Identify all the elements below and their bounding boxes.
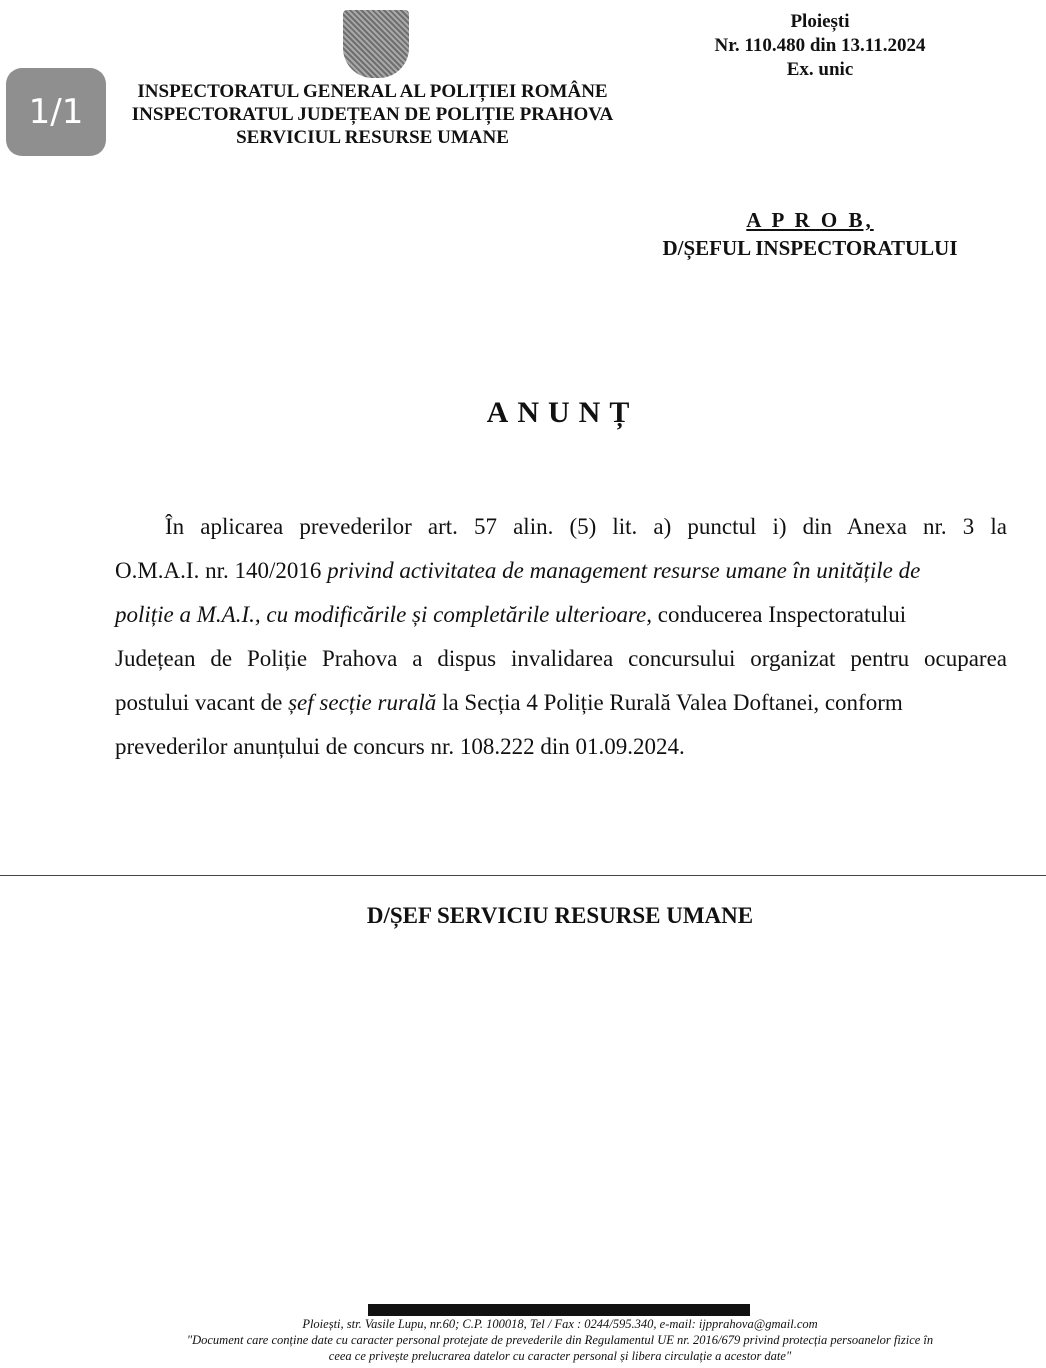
- approval-block: [600, 206, 1020, 262]
- italic-text: șef secție rurală: [288, 690, 437, 715]
- body-line: [115, 505, 1007, 549]
- text: conducerea Inspectoratului: [652, 602, 907, 627]
- approval-role: D/ȘEFUL INSPECTORATULUI: [662, 236, 958, 260]
- text: O.M.A.I. nr. 140/2016: [115, 558, 328, 583]
- page-indicator: 1/1: [6, 68, 106, 156]
- footer-gdpr: ceea ce privește prelucrarea datelor cu caracter personal și libera circulație a acestor date": [328, 1349, 792, 1363]
- text: În aplicarea prevederilor art. 57 alin. (5) lit. a) punctul i) din Anexa nr. 3 la: [165, 514, 1007, 539]
- footer: [100, 1316, 1020, 1364]
- signature-role: D/ȘEF SERVICIU RESURSE UMANE: [366, 903, 754, 928]
- body-line: [115, 549, 1007, 593]
- body-line: [115, 725, 1007, 769]
- institution-header: [100, 80, 645, 149]
- text: la Secția 4 Poliție Rurală Valea Doftanei, conform: [436, 690, 903, 715]
- footer-address: Ploiești, str. Vasile Lupu, nr.60; C.P. 100018, Tel / Fax : 0244/595.340, e-mail: ijpprahova@gmail.com: [302, 1317, 818, 1331]
- text: prevederilor anunțului de concurs nr. 108.222 din 01.09.2024.: [115, 734, 685, 759]
- italic-text: poliție a M.A.I., cu modificările și completările ulterioare,: [115, 602, 652, 627]
- body-line: [115, 681, 1007, 725]
- registration-number: Nr. 110.480 din 13.11.2024: [714, 35, 926, 56]
- body-line: [115, 637, 1007, 681]
- body-line: [115, 593, 1007, 637]
- footer-gdpr: "Document care conține date cu caracter personal protejate de prevederile din Regulamentul UE nr. 2016/679 privind protecția persoanelor fizice în: [186, 1333, 934, 1347]
- divider: [0, 875, 1046, 876]
- header-line: INSPECTORATUL GENERAL AL POLIȚIEI ROMÂNE: [137, 81, 608, 102]
- announcement-body: [115, 505, 1007, 769]
- text: postului vacant de: [115, 690, 289, 715]
- header-line: SERVICIUL RESURSE UMANE: [236, 127, 509, 148]
- italic-text: privind activitatea de management resurse umane în unitățile de: [327, 558, 921, 583]
- coat-of-arms-icon: [343, 10, 409, 78]
- header-line: INSPECTORATUL JUDEȚEAN DE POLIȚIE PRAHOVA: [131, 104, 614, 125]
- city: Ploiești: [790, 11, 850, 32]
- document-title: ANUNȚ: [486, 396, 639, 429]
- approval-title: A P R O B,: [746, 208, 874, 232]
- text: Județean de Poliție Prahova a dispus invalidarea concursului organizat pentru ocuparea: [115, 646, 1007, 671]
- redacted-bar: [368, 1304, 750, 1316]
- document-meta: [690, 10, 950, 82]
- copy-note: Ex. unic: [786, 59, 854, 80]
